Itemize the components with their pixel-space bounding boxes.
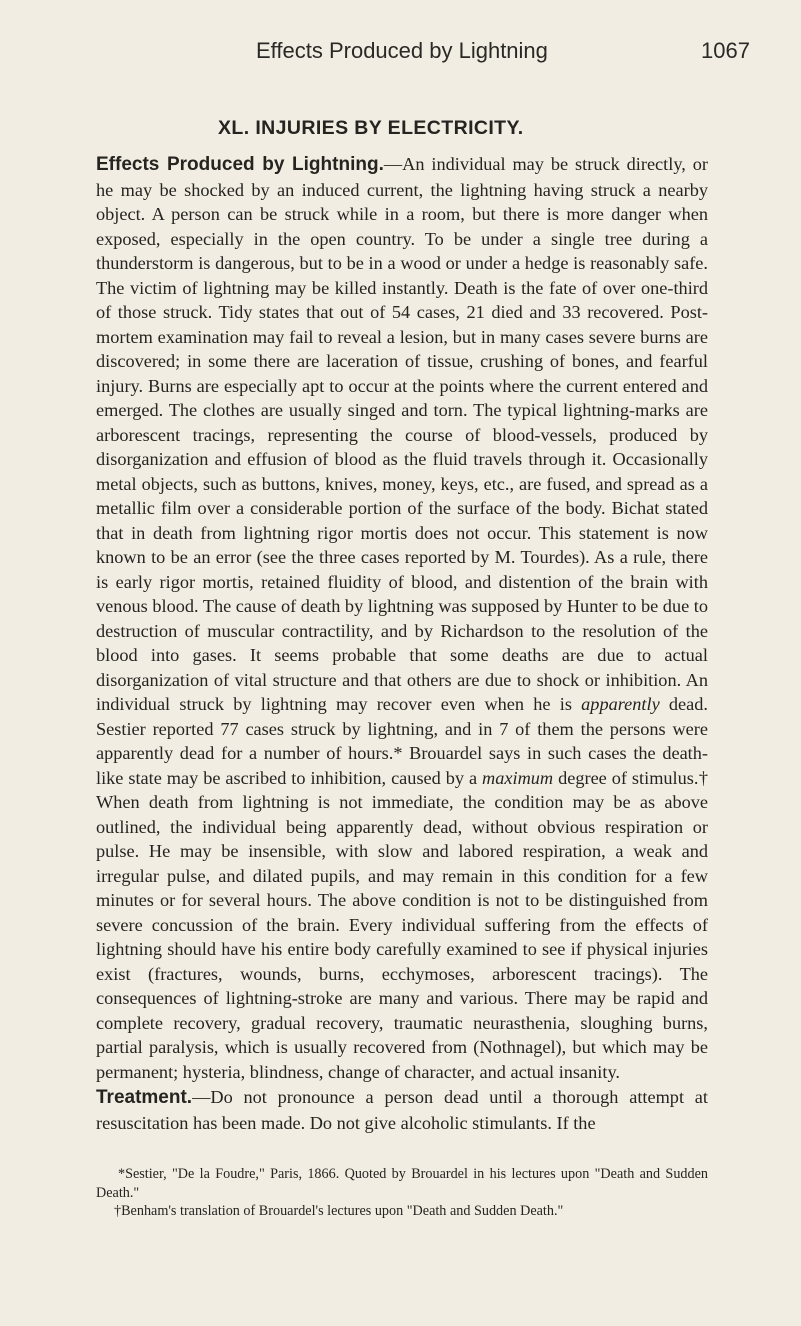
section-heading-treatment: Treatment. <box>96 1087 193 1108</box>
italic-text: apparently <box>581 694 660 714</box>
italic-text: maximum <box>482 767 554 788</box>
section-heading-effects: Effects Produced by Lightning. <box>96 154 384 175</box>
paragraph-effects <box>96 152 708 1084</box>
paragraph-text: dead. Sestier reported 77 cases struck by lightning, and in 7 of them the persons were apparently dead for a number of hours.* Brouardel says in such cases the death-like state may be ascribed to inhibition, caused by a <box>96 694 708 788</box>
paragraph-text: degree of stimulus.† When death from lightning is not immediate, the condition may be as above outlined, the individual being apparently dead, without obvious respiration or pulse. He may be insensible, with slow and labored respiration, a weak and irregular pulse, and dilated pupils, and may remain in this condition for a few minutes or for several hours. The above condition is not to be distinguished from severe concussion of the brain. Every individual suffering from the effects of lightning should have his entire body carefully examined to see if physical injuries exist (fractures, wounds, burns, ecchymoses, arborescent tracings). The consequences of lightning-stroke are many and various. There may be rapid and complete recovery, gradual recovery, traumatic neurasthenia, sloughing burns, partial paralysis, which is usually recovered from (Nothnagel), but which may be permanent; hysteria, blindness, change of character, and actual insanity. <box>96 767 708 1082</box>
footnote: †Benham's translation of Brouardel's lectures upon "Death and Sudden Death." <box>114 1203 564 1219</box>
chapter-title: XL. INJURIES BY ELECTRICITY. <box>218 117 524 139</box>
footnotes <box>96 1165 708 1221</box>
paragraph-text: —Do not pronounce a person dead until a thorough attempt at resuscitation has been made. Do not give alcoholic stimulants. If the <box>96 1087 708 1133</box>
body-text <box>96 152 708 1135</box>
running-title: Effects Produced by Lightning <box>256 38 548 63</box>
paragraph-text: —An individual may be struck directly, or he may be shocked by an induced current, the lightning having struck a nearby object. A person can be struck while in a room, but there is more danger when exposed, especially in the open country. To be under a single tree during a thunderstorm is dangerous, but to be in a wood or under a hedge is reasonably safe. The victim of lightning may be killed instantly. Death is the fate of over one-third of those struck. Tidy states that out of 54 cases, 21 died and 33 recovered. Post-mortem examination may fail to reveal a lesion, but in many cases severe burns are discovered; in some there are laceration of tissue, crushing of bones, and fearful injury. Burns are especially apt to occur at the points where the current entered and emerged. The clothes are usually singed and torn. The typical lightning-marks are arborescent tracings, representing the course of blood-vessels, produced by disorganization and effusion of blood as the fluid travels through it. Occasionally metal objects, such as buttons, knives, money, keys, etc., are fused, and spread as a metallic film over a considerable portion of the surface of the body. Bichat stated that in death from lightning rigor mortis does not occur. This statement is now known to be an error (see the three cases reported by M. Tourdes). As a rule, there is early rigor mortis, retained fluidity of blood, and distention of the brain with venous blood. The cause of death by lightning was supposed by Hunter to be due to destruction of muscular contractility, and by Richardson to the resolution of the blood into gases. It seems probable that some deaths are due to actual disorganization of vital structure and that others are due to shock or inhibition. An individual struck by lightning may recover even when he is <box>96 154 709 714</box>
page-number: 1067 <box>701 38 750 63</box>
paragraph-treatment <box>96 1085 708 1135</box>
footnote: *Sestier, "De la Foudre," Paris, 1866. Quoted by Brouardel in his lectures upon "Death and Sudden Death." <box>96 1166 708 1201</box>
